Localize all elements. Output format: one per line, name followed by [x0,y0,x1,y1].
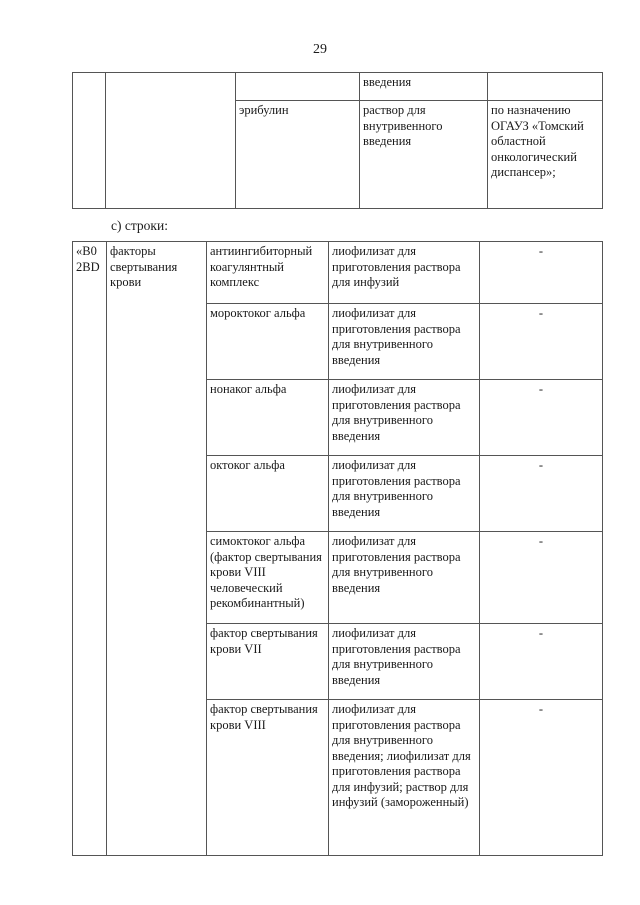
drug-table [72,241,603,856]
form-cell: лиофилизат для приготовления раствора для инфузий [329,242,480,304]
name-cell: мороктоког альфа [207,304,329,380]
page-number: 29 [313,42,327,57]
section-label: с) строки: [111,218,168,233]
drug-table-continued [72,72,603,209]
note-cell: по назначению ОГАУЗ «Томский областной онкологический диспансер»; [488,101,603,209]
note-cell: - [480,624,603,700]
note-cell: - [480,304,603,380]
note-cell: - [480,380,603,456]
form-cell: лиофилизат для приготовления раствора для внутривенного введения; лиофилизат для приготовления раствора для инфузий; раствор для инфузий (замороженный) [329,700,480,856]
name-cell: антиингибиторный коагулянтный комплекс [207,242,329,304]
name-cell [236,73,360,101]
form-cell: лиофилизат для приготовления раствора для внутривенного введения [329,532,480,624]
form-cell: лиофилизат для приготовления раствора для внутривенного введения [329,304,480,380]
name-cell: октоког альфа [207,456,329,532]
name-cell [207,532,329,624]
name-cell: фактор свертывания крови VII [207,624,329,700]
form-cell: лиофилизат для приготовления раствора для внутривенного введения [329,456,480,532]
code-cell: «B0 2BD [73,242,107,856]
note-cell: - [480,532,603,624]
table-row [73,242,603,304]
code-cell [73,73,106,209]
table-row [73,73,603,101]
form-cell: лиофилизат для приготовления раствора для внутривенного введения [329,624,480,700]
form-cell: лиофилизат для приготовления раствора для внутривенного введения [329,380,480,456]
note-cell: - [480,242,603,304]
group-cell: факторы свертывания крови [107,242,207,856]
form-cell: раствор для внутривенного введения [360,101,488,209]
name-cell: эрибулин [236,101,360,209]
form-cell: введения [360,73,488,101]
name-cell: фактор свертывания крови VIII [207,700,329,856]
note-cell [488,73,603,101]
name-cell: нонаког альфа [207,380,329,456]
note-cell: - [480,700,603,856]
note-cell: - [480,456,603,532]
name-text: симоктоког альфа (фактор свертывания крови VIII человеческий рекомбинантный) [210,534,322,610]
group-cell [106,73,236,209]
